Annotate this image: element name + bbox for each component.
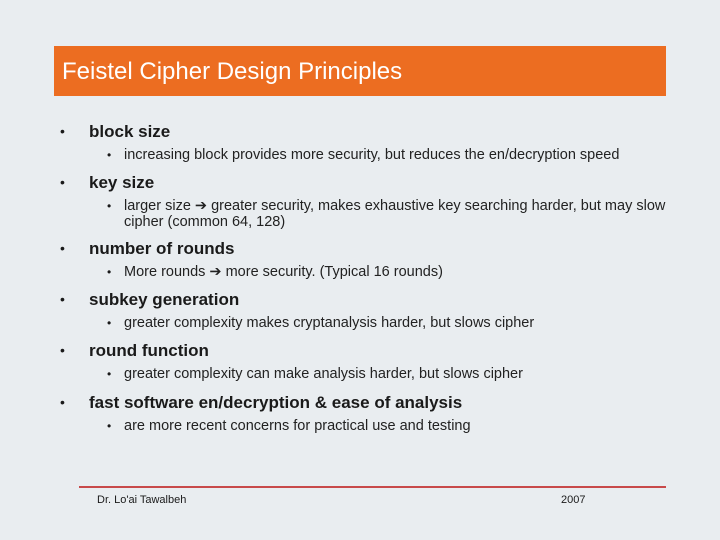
footer-author: Dr. Lo'ai Tawalbeh <box>97 494 187 506</box>
sub-bullet-text: are more recent concerns for practical use and testing <box>124 418 471 434</box>
title-bar <box>54 46 666 96</box>
bullet-heading-fast-software: fast software en/decryption & ease of analysis <box>89 393 463 412</box>
sub-bullet-dot: • <box>107 419 112 433</box>
sub-bullet-text: increasing block provides more security, but reduces the en/decryption speed <box>124 147 620 163</box>
bullet-dot: • <box>60 394 65 410</box>
sub-bullet-dot: • <box>107 367 112 381</box>
bullet-heading-key-size: key size <box>89 173 155 192</box>
sub-bullet-dot: • <box>107 265 112 279</box>
sub-bullet-dot: • <box>107 316 112 330</box>
bullet-heading-subkey-generation: subkey generation <box>89 290 240 309</box>
bullet-dot: • <box>60 240 65 256</box>
bullet-dot: • <box>60 123 65 139</box>
sub-bullet-dot: • <box>107 148 112 162</box>
bullet-heading-number-of-rounds: number of rounds <box>89 239 235 258</box>
sub-bullet-text: greater complexity can make analysis harder, but slows cipher <box>124 366 523 382</box>
bullet-dot: • <box>60 342 65 358</box>
bullet-dot: • <box>60 174 65 190</box>
slide-title: Feistel Cipher Design Principles <box>62 58 403 85</box>
bullet-dot: • <box>60 291 65 307</box>
sub-bullet-text: More rounds ➔ more security. (Typical 16 rounds) <box>124 264 443 280</box>
footer-divider <box>79 486 666 488</box>
sub-bullet-text: larger size ➔ greater security, makes exhaustive key searching harder, but may slow cipher (common 64, 128) <box>124 198 666 230</box>
bullet-heading-round-function: round function <box>89 341 209 360</box>
bullet-heading-block-size: block size <box>89 122 171 141</box>
sub-bullet-dot: • <box>107 199 112 213</box>
sub-bullet-text: greater complexity makes cryptanalysis harder, but slows cipher <box>124 315 535 331</box>
footer-year: 2007 <box>561 494 586 506</box>
